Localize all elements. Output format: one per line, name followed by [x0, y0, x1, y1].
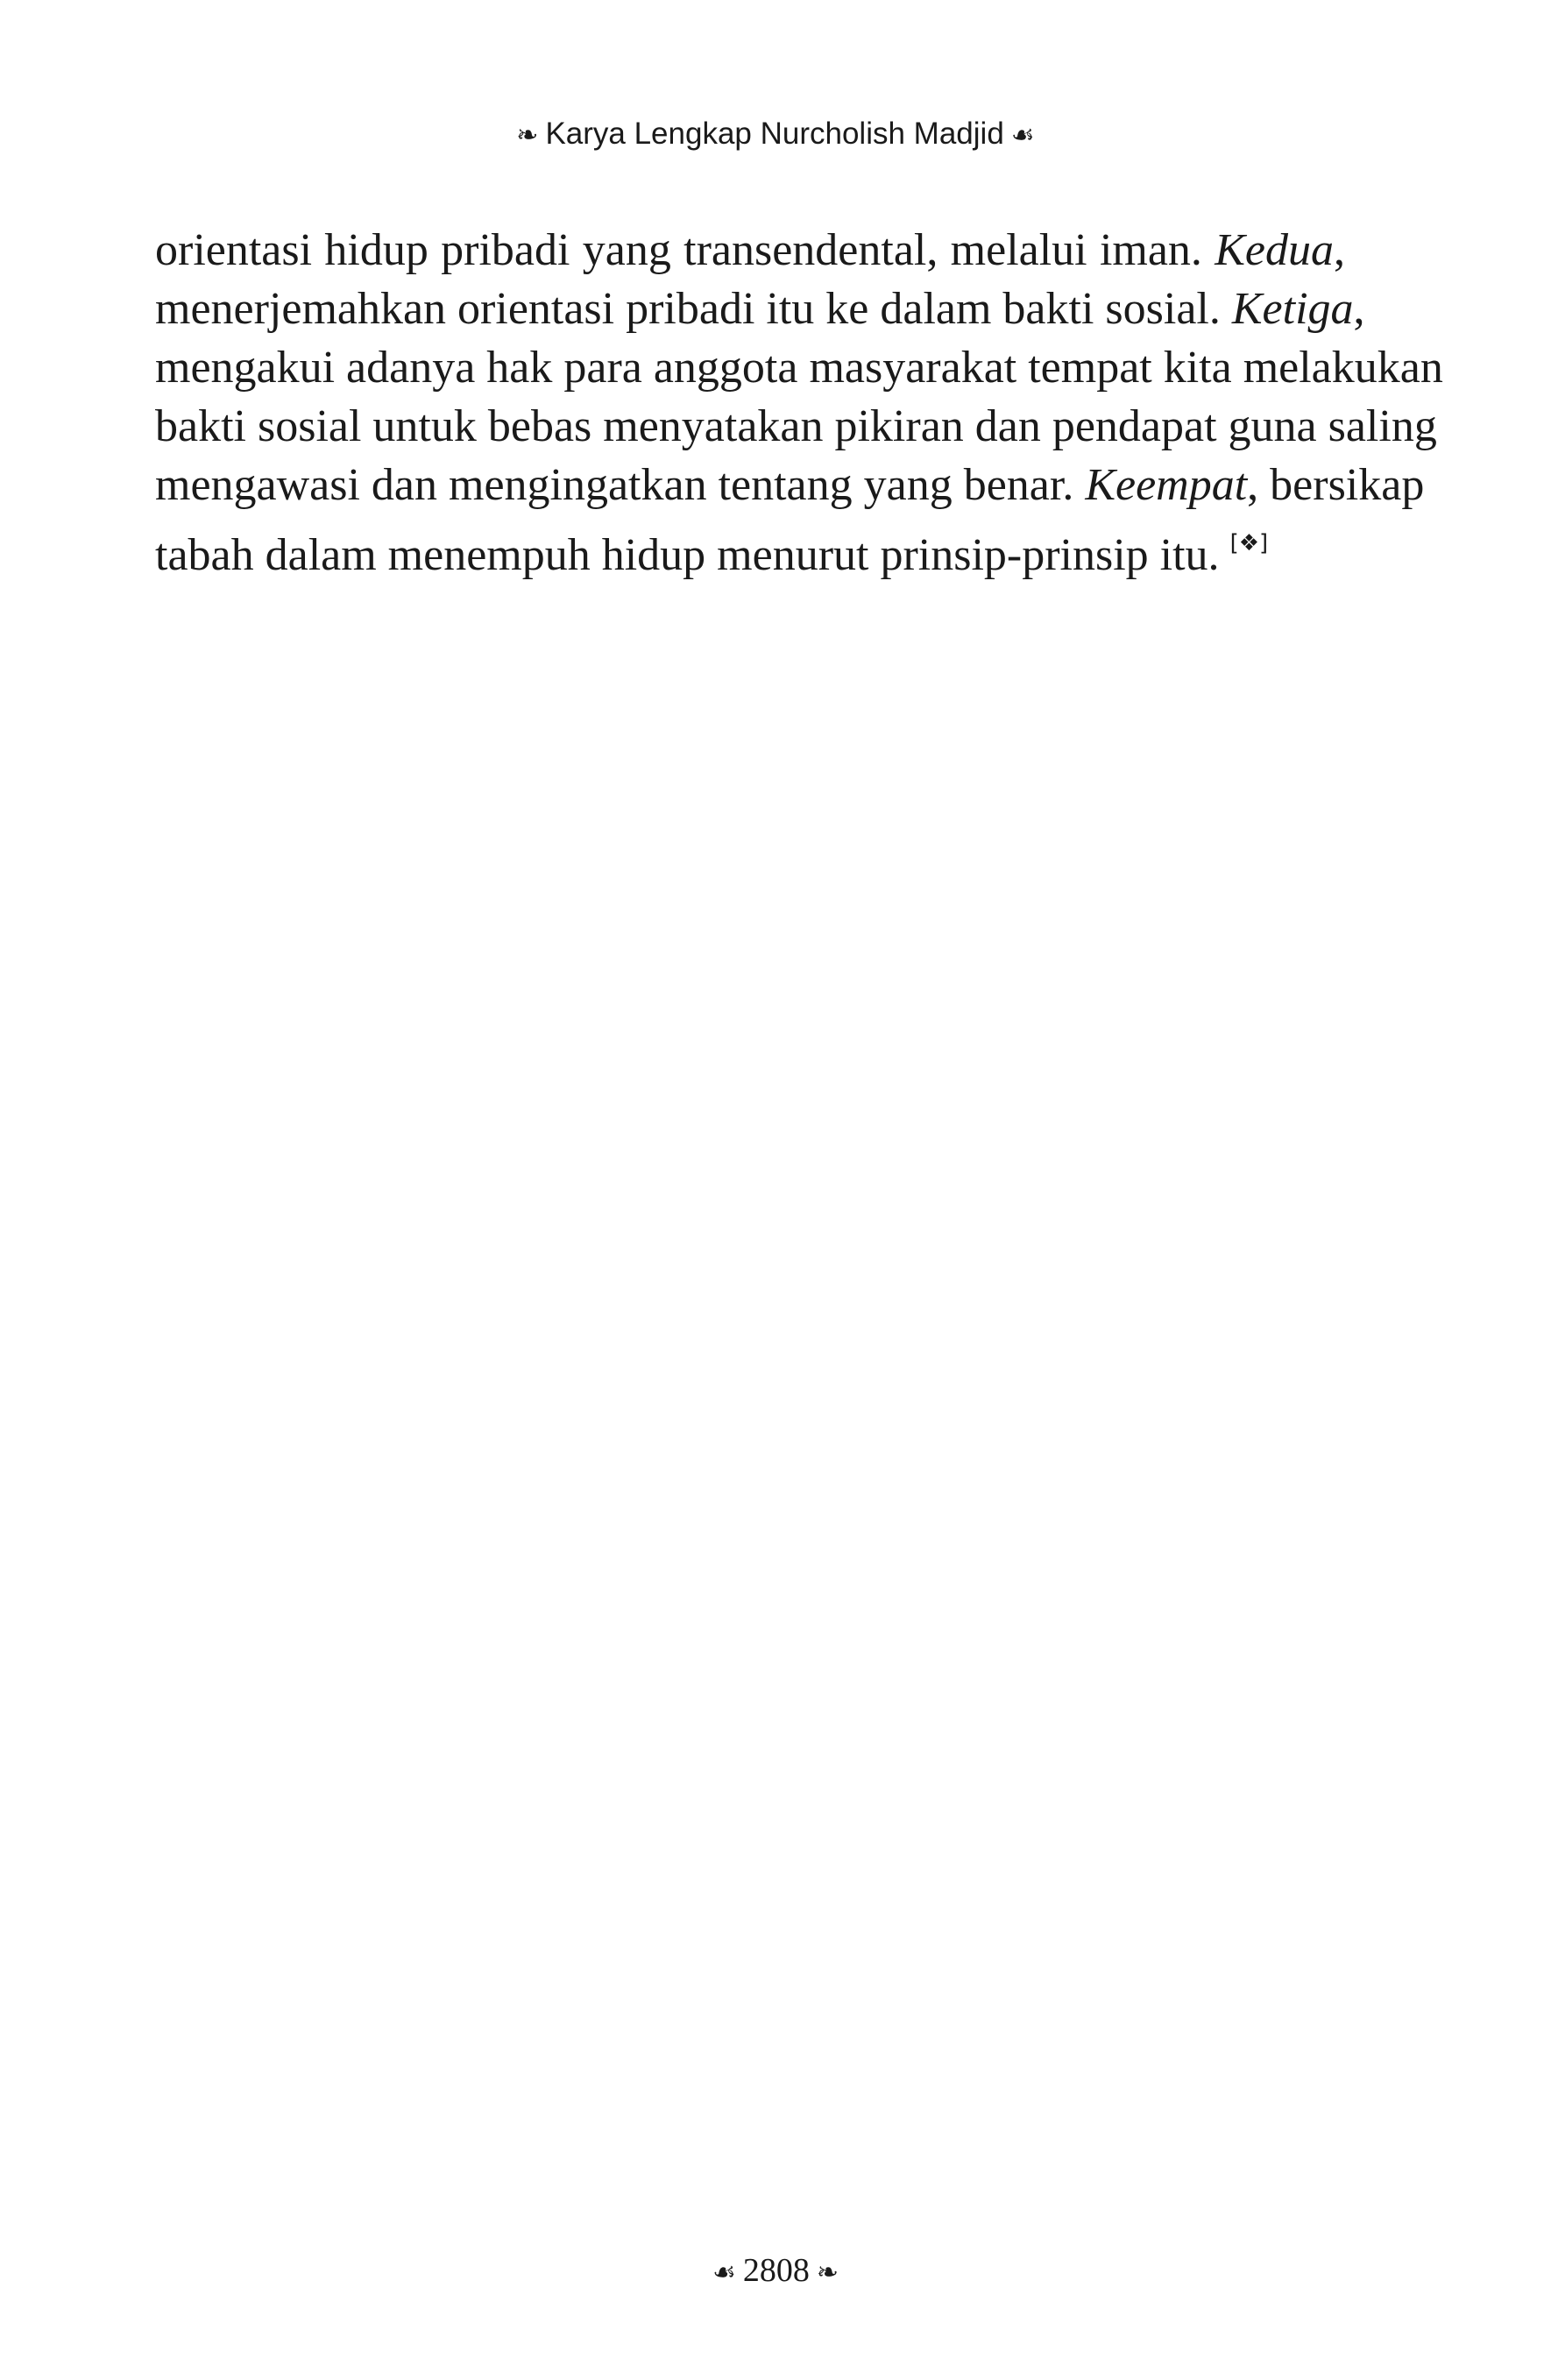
page-number: 2808: [742, 2252, 810, 2289]
text-line-3: mengakui adanya hak para anggota masyarakat tempat kita melakukan: [155, 343, 1443, 393]
page-footer: [0, 2249, 1551, 2295]
text-line-1: orientasi hidup pribadi yang transendental, melalui iman. Kedua,: [155, 225, 1346, 275]
book-title: Karya Lengkap Nurcholish Madjid: [545, 117, 1004, 151]
emphasis-kedua: Kedua: [1215, 225, 1335, 275]
end-mark-icon: [❖]: [1229, 530, 1269, 556]
running-header: [0, 112, 1551, 158]
text-line-2: menerjemahkan orientasi pribadi itu ke dalam bakti sosial. Ketiga,: [155, 284, 1365, 334]
text-line-5: mengawasi dan mengingatkan tentang yang benar. Keempat, bersikap: [155, 460, 1425, 510]
emphasis-keempat: Keempat: [1085, 460, 1248, 510]
footer-ornament-right-icon: ❧: [816, 2257, 839, 2288]
ornament-right-icon: ☙: [1010, 120, 1035, 151]
footer-ornament-left-icon: ☙: [712, 2257, 736, 2288]
ornament-left-icon: ❧: [516, 120, 539, 151]
emphasis-ketiga: Ketiga: [1231, 284, 1354, 334]
text-line-6: tabah dalam menempuh hidup menurut prinsip-prinsip itu. [❖]: [155, 530, 1269, 580]
body-paragraph: [155, 221, 1443, 584]
text-line-4: bakti sosial untuk bebas menyatakan pikiran dan pendapat guna saling: [155, 401, 1437, 451]
